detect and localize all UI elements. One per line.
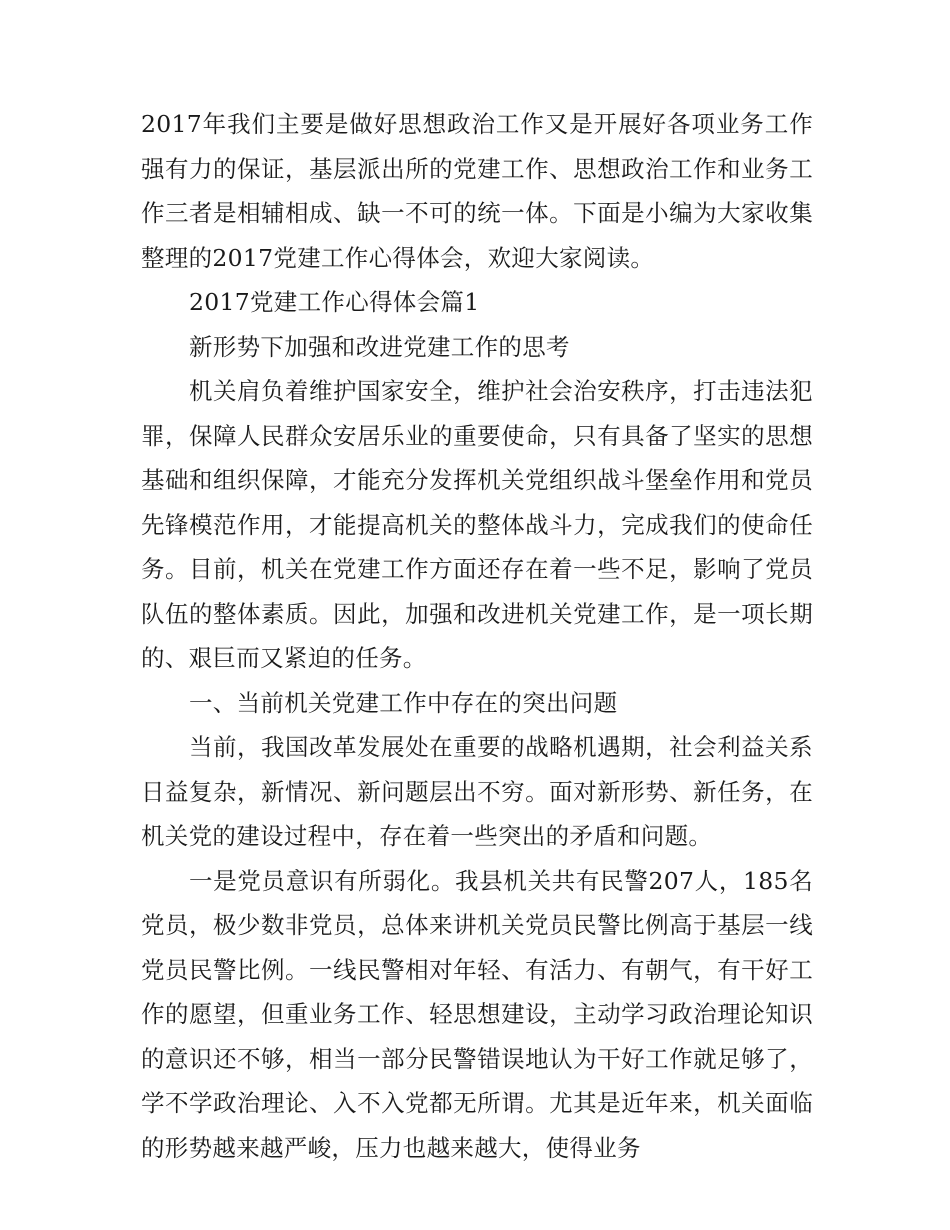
section-heading: 一、当前机关党建工作中存在的突出问题 (189, 688, 618, 717)
intro-paragraph: 2017年我们主要是做好思想政治工作又是开展好各项业务工作强有力的保证，基层派出所的党建工作、思想政治工作和业务工作三者是相辅相成、缺一不可的统一体。下面是小编为大家收集整理的2017党建工作心得体会，欢迎大家阅读。 (141, 110, 813, 272)
document-body (141, 102, 813, 1170)
article-title: 新形势下加强和改进党建工作的思考 (189, 332, 570, 361)
body-paragraph: 一是党员意识有所弱化。我县机关共有民警207人，185名党员，极少数非党员，总体来讲机关党员民警比例高于基层一线党员民警比例。一线民警相对年轻、有活力、有朝气，有干好工作的愿望，但重业务工作、轻思想建设，主动学习政治理论知识的意识还不够，相当一部分民警错误地认为干好工作就足够了，学不学政治理论、入不入党都无所谓。尤其是近年来，机关面临的形势越来越严峻，压力也越来越大，使得业务 (141, 866, 813, 1162)
body-paragraph: 当前，我国改革发展处在重要的战略机遇期，社会利益关系日益复杂，新情况、新问题层出不穷。面对新形势、新任务，在机关党的建设过程中，存在着一些突出的矛盾和问题。 (141, 733, 813, 850)
body-paragraph: 机关肩负着维护国家安全，维护社会治安秩序，打击违法犯罪，保障人民群众安居乐业的重要使命，只有具备了坚实的思想基础和组织保障，才能充分发挥机关党组织战斗堡垒作用和党员先锋模范作用，才能提高机关的整体战斗力，完成我们的使命任务。目前，机关在党建工作方面还存在着一些不足，影响了党员队伍的整体素质。因此，加强和改进机关党建工作，是一项长期的、艰巨而又紧迫的任务。 (141, 377, 813, 672)
article-heading: 2017党建工作心得体会篇1 (189, 288, 480, 316)
